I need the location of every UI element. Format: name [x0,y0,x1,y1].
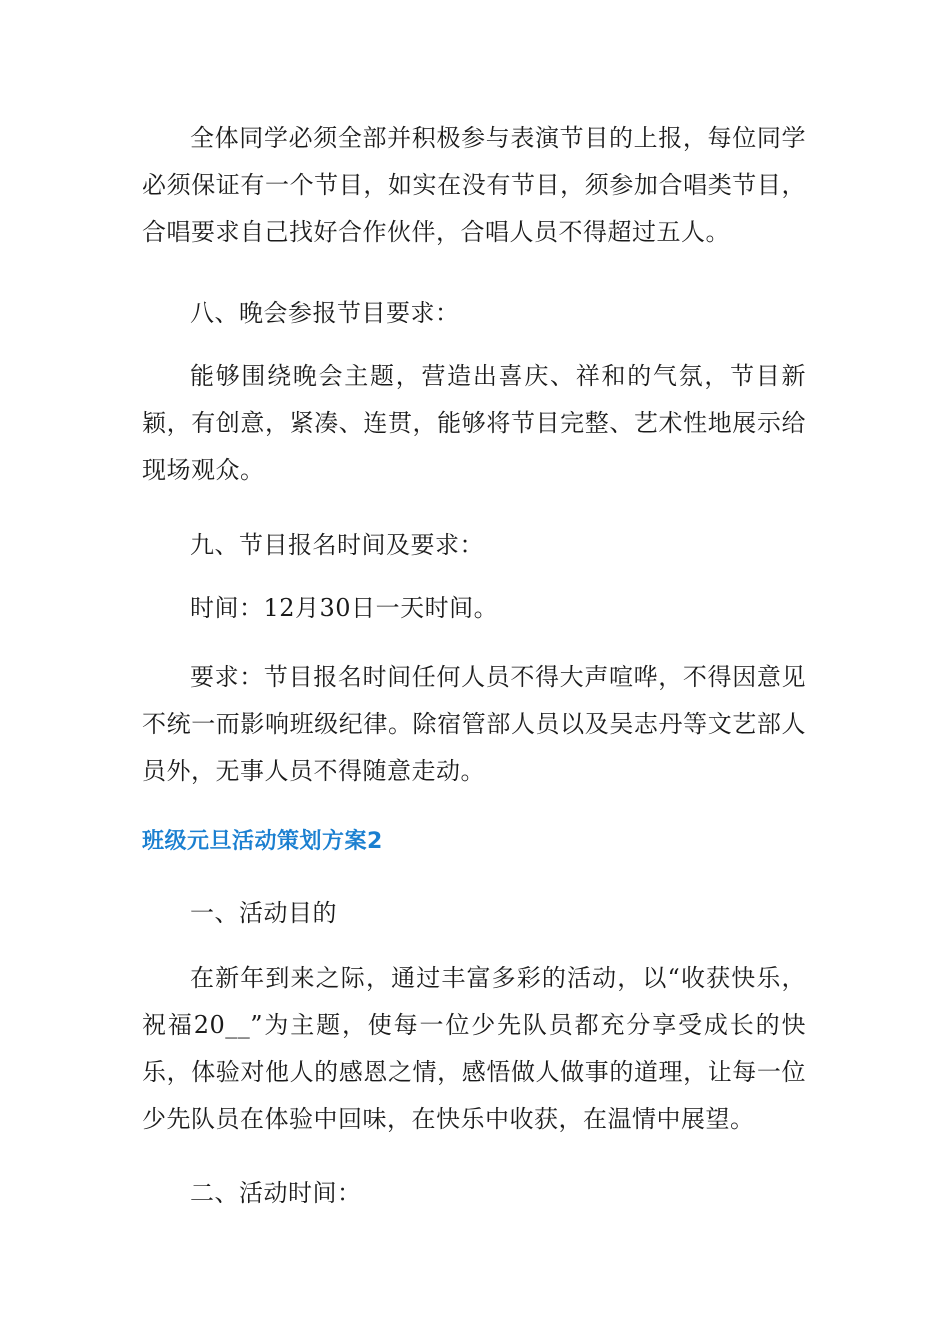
paragraph-signup-requirements: 要求：节目报名时间任何人员不得大声喧哗，不得因意见不统一而影响班级纪律。除宿管部人员以及吴志丹等文艺部人员外，无事人员不得随意走动。 [142,663,806,785]
paragraph-heading-program-requirements: 八、晚会参报节目要求： [190,299,460,327]
paragraph-participation-rule: 全体同学必须全部并积极参与表演节目的上报，每位同学必须保证有一个节目，如实在没有节目，须参加合唱类节目，合唱要求自己找好合作伙伴，合唱人员不得超过五人。 [142,124,806,246]
paragraph-heading-time: 二、活动时间： [190,1179,362,1207]
section-title: 班级元旦活动策划方案2 [142,829,383,854]
paragraph-purpose: 在新年到来之际，通过丰富多彩的活动，以“收获快乐，祝福20__”为主题，使每一位少先队员都充分享受成长的快乐，体验对他人的感恩之情，感悟做人做事的道理，让每一位少先队员在体验中回味，在快乐中收获，在温情中展望。 [142,964,806,1133]
paragraph-signup-time: 时间：12月30日一天时间。 [190,594,499,622]
paragraph-heading-signup: 九、节目报名时间及要求： [190,531,484,559]
paragraph-program-requirements: 能够围绕晚会主题，营造出喜庆、祥和的气氛，节目新颖，有创意，紧凑、连贯，能够将节目完整、艺术性地展示给现场观众。 [142,362,806,484]
paragraph-heading-purpose: 一、活动目的 [190,899,337,927]
